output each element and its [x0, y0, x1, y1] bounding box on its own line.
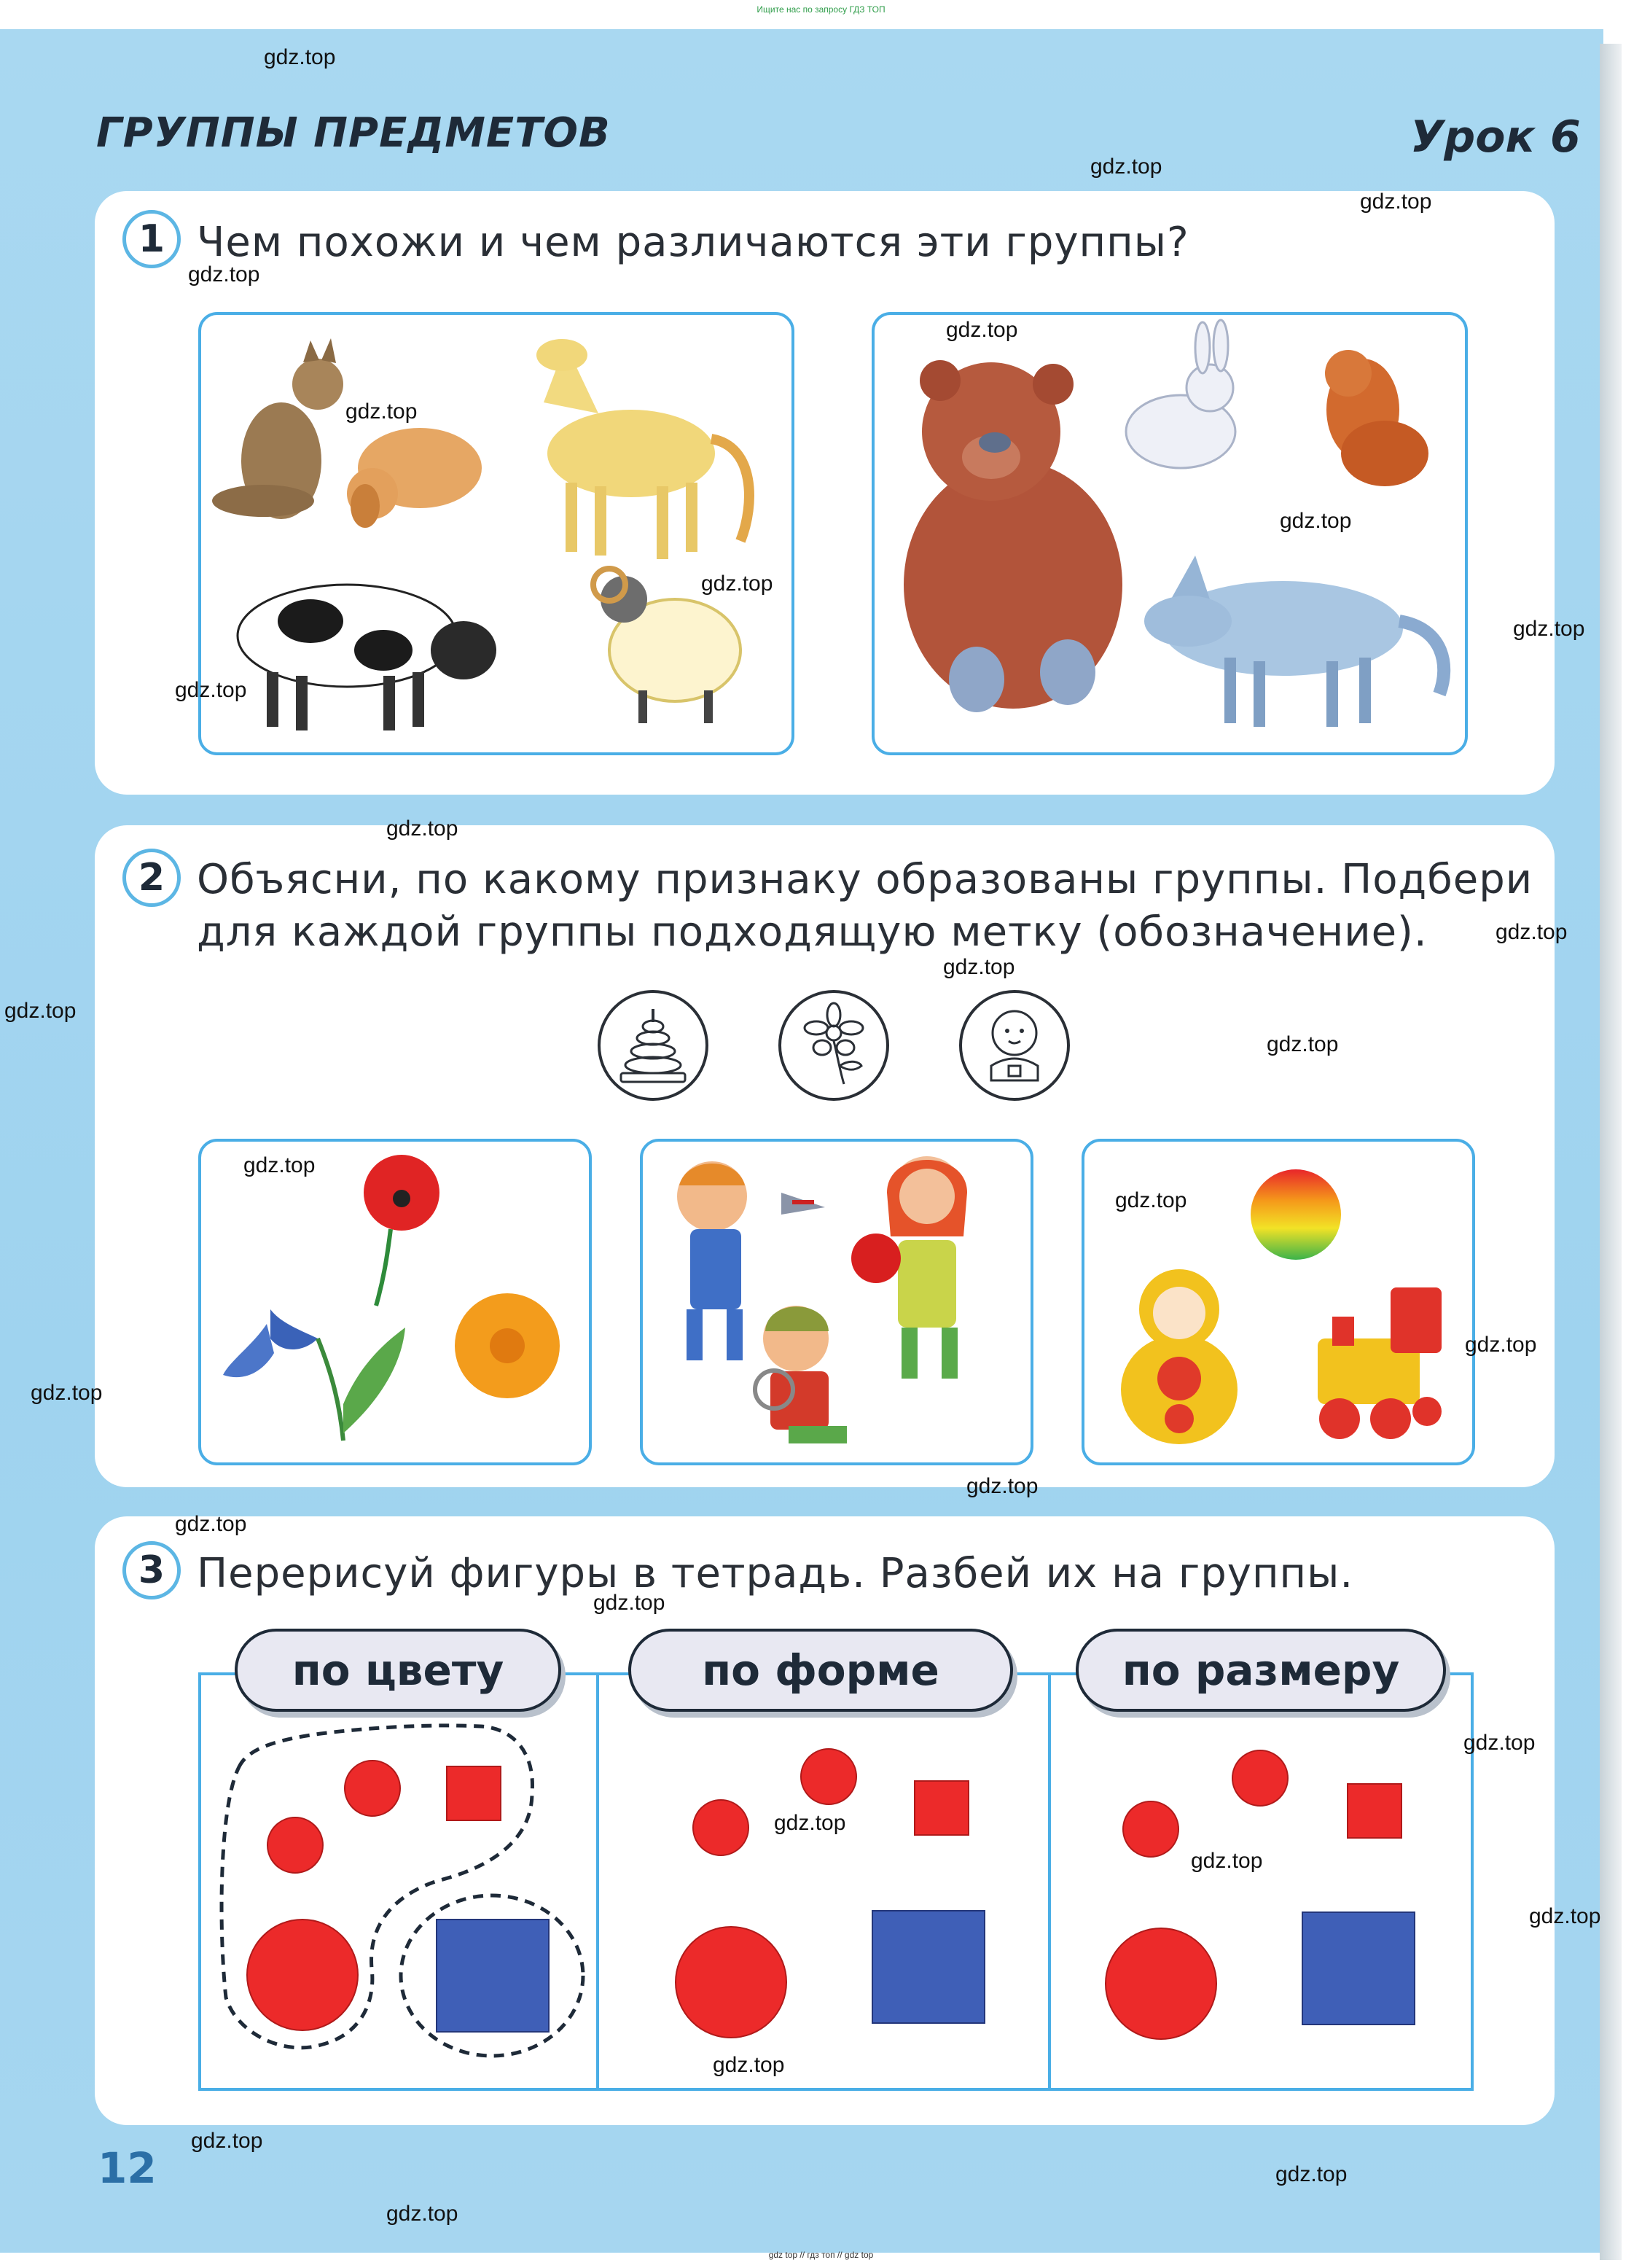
- watermark: gdz.top: [1090, 155, 1162, 179]
- small-red-circle: [267, 1817, 324, 1874]
- task-1-text: Чем похожи и чем различаются эти группы?: [197, 219, 1189, 266]
- small-red-square: [446, 1766, 501, 1821]
- top-note: Ищите нас по запросу ГДЗ ТОП: [757, 4, 885, 15]
- watermark: gdz.top: [943, 955, 1015, 979]
- small-red-square: [914, 1780, 969, 1836]
- watermark: gdz.top: [243, 1153, 316, 1177]
- bottom-note: gdz top // гдз топ // gdz top: [768, 2250, 874, 2260]
- category-by-size: по размеру: [1076, 1629, 1446, 1712]
- watermark: gdz.top: [1360, 190, 1432, 214]
- watermark: gdz.top: [175, 1512, 247, 1536]
- small-red-circle: [1232, 1750, 1289, 1807]
- watermark: gdz.top: [1529, 1904, 1601, 1928]
- large-red-circle: [675, 1926, 787, 2038]
- task-2-number: 2: [122, 849, 181, 907]
- task-2-text-line-2: для каждой группы подходящую метку (обозначение).: [197, 908, 1428, 956]
- watermark: gdz.top: [31, 1381, 103, 1405]
- watermark: gdz.top: [4, 999, 77, 1023]
- watermark: gdz.top: [1463, 1731, 1536, 1755]
- watermark: gdz.top: [1115, 1188, 1187, 1212]
- task-1-number: 1: [122, 210, 181, 268]
- watermark: gdz.top: [1280, 509, 1352, 533]
- page-title: ГРУППЫ ПРЕДМЕТОВ: [96, 109, 611, 157]
- page-number: 12: [98, 2143, 157, 2193]
- watermark: gdz.top: [345, 400, 418, 424]
- small-red-circle: [1122, 1801, 1179, 1858]
- watermark: gdz.top: [386, 2202, 458, 2226]
- large-red-circle: [1105, 1928, 1217, 2040]
- watermark: gdz.top: [386, 817, 458, 841]
- task-2-text-line-1: Объясни, по какому признаку образованы группы. Подбери: [197, 856, 1533, 903]
- watermark: gdz.top: [1465, 1333, 1537, 1357]
- watermark: gdz.top: [774, 1811, 846, 1835]
- task-3-text: Перерисуй фигуры в тетрадь. Разбей их на группы.: [197, 1550, 1354, 1597]
- small-red-circle: [800, 1748, 857, 1805]
- watermark: gdz.top: [1267, 1032, 1339, 1056]
- watermark: gdz.top: [191, 2129, 263, 2153]
- category-by-color: по цвету: [235, 1629, 561, 1712]
- watermark: gdz.top: [713, 2053, 785, 2077]
- large-blue-square: [436, 1919, 550, 2033]
- watermark: gdz.top: [1513, 617, 1585, 641]
- large-red-circle: [246, 1919, 359, 2031]
- watermark: gdz.top: [1496, 920, 1568, 944]
- small-red-circle: [692, 1799, 749, 1856]
- watermark: gdz.top: [188, 262, 260, 287]
- category-by-shape: по форме: [628, 1629, 1013, 1712]
- large-blue-square: [1302, 1912, 1415, 2025]
- small-red-square: [1347, 1783, 1402, 1839]
- lesson-number: Урок 6: [1410, 112, 1581, 163]
- watermark: gdz.top: [593, 1591, 665, 1615]
- watermark: gdz.top: [1191, 1849, 1263, 1873]
- watermark: gdz.top: [175, 678, 247, 702]
- watermark: gdz.top: [264, 45, 336, 69]
- watermark: gdz.top: [946, 318, 1018, 342]
- task-3-number: 3: [122, 1541, 181, 1599]
- watermark: gdz.top: [1275, 2162, 1348, 2186]
- watermark: gdz.top: [966, 1474, 1039, 1498]
- small-red-circle: [344, 1760, 401, 1817]
- watermark: gdz.top: [701, 572, 773, 596]
- large-blue-square: [872, 1910, 985, 2024]
